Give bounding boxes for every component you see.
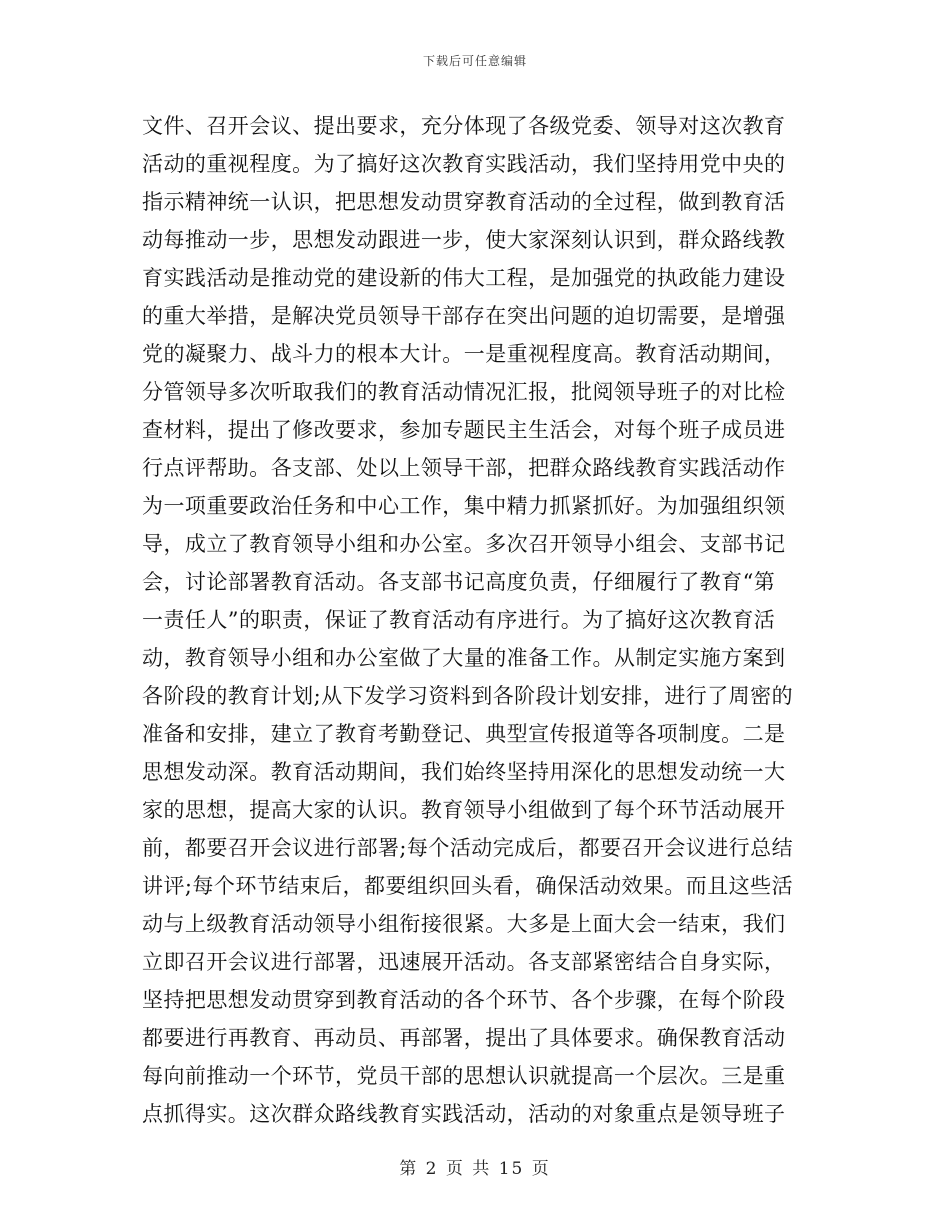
page-header-note: 下载后可任意编辑 [422, 54, 527, 68]
body-line: 家的思想，提高大家的认识。教育领导小组做到了每个环节活动展开 [142, 798, 786, 822]
body-line: 前，都要召开会议进行部署;每个活动完成后，都要召开会议进行总结 [142, 836, 794, 860]
body-line: 坚持把思想发动贯穿到教育活动的各个环节、各个步骤，在每个阶段 [142, 988, 786, 1012]
body-line: 立即召开会议进行部署，迅速展开活动。各支部紧密结合自身实际， [142, 950, 786, 974]
body-line: 点抓得实。这次群众路线教育实践活动，活动的对象重点是领导班子 [142, 1102, 786, 1126]
body-line: 文件、召开会议、提出要求，充分体现了各级党委、领导对这次教育 [142, 114, 786, 138]
body-line: 导，成立了教育领导小组和办公室。多次召开领导小组会、支部书记 [142, 532, 786, 556]
body-line: 指示精神统一认识，把思想发动贯穿教育活动的全过程，做到教育活 [142, 190, 786, 214]
body-line: 育实践活动是推动党的建设新的伟大工程，是加强党的执政能力建设 [142, 266, 786, 290]
body-line: 动与上级教育活动领导小组衔接很紧。大多是上面大会一结束，我们 [142, 912, 786, 936]
body-line: 每向前推动一个环节，党员干部的思想认识就提高一个层次。三是重 [142, 1064, 786, 1088]
page-number-footer: 第 2 页 共 15 页 [399, 1159, 551, 1179]
body-line: 行点评帮助。各支部、处以上领导干部，把群众路线教育实践活动作 [142, 456, 786, 480]
body-line: 一责任人”的职责，保证了教育活动有序进行。为了搞好这次教育活 [142, 608, 776, 632]
body-line: 活动的重视程度。为了搞好这次教育实践活动，我们坚持用党中央的 [142, 152, 786, 176]
document-body [142, 107, 802, 1133]
body-line: 动每推动一步，思想发动跟进一步，使大家深刻认识到，群众路线教 [142, 228, 786, 252]
body-line: 都要进行再教育、再动员、再部署，提出了具体要求。确保教育活动 [142, 1026, 786, 1050]
body-line: 分管领导多次听取我们的教育活动情况汇报，批阅领导班子的对比检 [142, 380, 786, 404]
body-line: 动，教育领导小组和办公室做了大量的准备工作。从制定实施方案到 [142, 646, 786, 670]
body-line: 的重大举措，是解决党员领导干部存在突出问题的迫切需要，是增强 [142, 304, 786, 328]
body-line: 讲评;每个环节结束后，都要组织回头看，确保活动效果。而且这些活 [142, 874, 794, 898]
body-line: 准备和安排，建立了教育考勤登记、典型宣传报道等各项制度。二是 [142, 722, 786, 746]
body-line: 党的凝聚力、战斗力的根本大计。一是重视程度高。教育活动期间， [142, 342, 786, 366]
body-line: 会，讨论部署教育活动。各支部书记高度负责，仔细履行了教育“第 [142, 570, 776, 594]
body-line: 为一项重要政治任务和中心工作，集中精力抓紧抓好。为加强组织领 [142, 494, 786, 518]
body-line: 查材料，提出了修改要求，参加专题民主生活会，对每个班子成员进 [142, 418, 786, 442]
body-line: 各阶段的教育计划;从下发学习资料到各阶段计划安排，进行了周密的 [142, 684, 794, 708]
body-line: 思想发动深。教育活动期间，我们始终坚持用深化的思想发动统一大 [142, 760, 786, 784]
